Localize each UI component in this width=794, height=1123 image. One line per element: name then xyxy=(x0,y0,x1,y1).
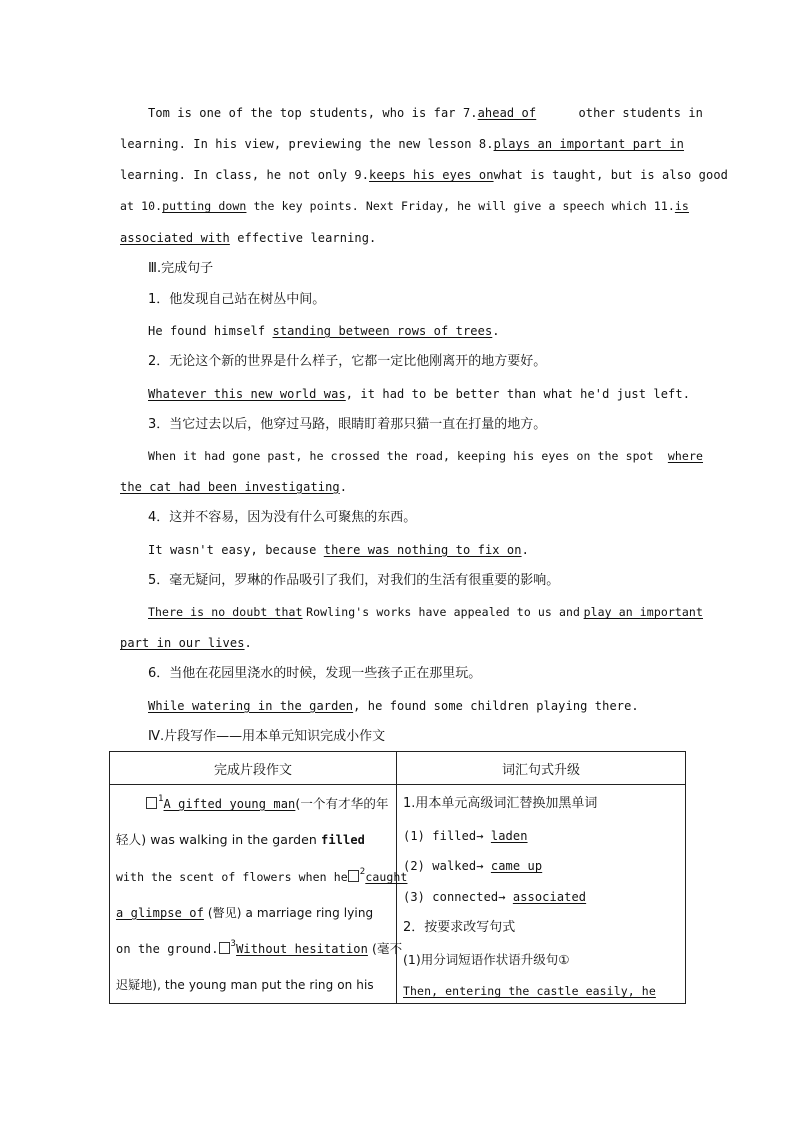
left-line-4: a glimpse of (瞥见) a marriage ring lying xyxy=(116,906,374,920)
s3-item3-en-cont: the cat had been investigating. xyxy=(120,480,348,494)
left-line-5: on the ground. $^3$Without hesitation (毫不 xyxy=(116,939,403,956)
blank-box-icon xyxy=(146,797,157,809)
section3-heading: Ⅲ.完成句子 xyxy=(148,261,214,276)
s3-item4-cn: 4．这并不容易，因为没有什么可聚焦的东西。 xyxy=(148,510,417,525)
right-last-line: Then, entering the castle easily, he xyxy=(403,984,656,998)
s3-item6-en: While watering in the garden, he found some children playing there. xyxy=(148,699,639,713)
col2-header: 词汇句式升级 xyxy=(397,752,686,785)
s3-item2-en: Whatever this new world was, it had to be better than what he'd just left. xyxy=(148,387,691,401)
s3-item1-cn: 1．他发现自己站在树丛中间。 xyxy=(148,292,326,307)
answer-8: plays an important part in xyxy=(493,137,685,151)
left-line-6: 迟疑地), the young man put the ring on his xyxy=(116,978,374,992)
right-item-2: (2) walked→ came up xyxy=(403,859,543,873)
s3-item6-cn: 6．当他在花园里浇水的时候，发现一些孩子正在那里玩。 xyxy=(148,666,482,681)
right-cell xyxy=(397,785,686,1004)
left-line-2: 轻人) was walking in the garden filled xyxy=(116,832,365,847)
blank-box-icon xyxy=(219,942,230,954)
writing-table xyxy=(109,751,686,1004)
passage-line-2: learning. In his view, previewing the new lesson 8. plays an important part in xyxy=(120,137,685,151)
right-heading-3: (1)用分词短语作状语升级句① xyxy=(403,952,570,967)
s3-item3-en: When it had gone past, he crossed the road, keeping his eyes on the spot where xyxy=(148,449,703,463)
right-item-3: (3) connected→ associated xyxy=(403,890,587,904)
bold-word-filled: filled xyxy=(321,833,365,847)
answer-10: putting down xyxy=(162,199,247,213)
right-item-1: (1) filled→ laden xyxy=(403,829,528,843)
answer-11a: is xyxy=(674,199,689,213)
passage-line-5: associated with effective learning. xyxy=(120,231,377,245)
left-line-3: with the scent of flowers when he $^2$caught xyxy=(116,867,408,884)
s3-item4-en: It wasn't easy, because there was nothing to fix on. xyxy=(148,543,529,557)
answer-9: keeps his eyes on xyxy=(369,168,494,182)
s3-item1-en: He found himself standing between rows of trees. xyxy=(148,324,500,338)
s3-item5-cn: 5．毫无疑问，罗琳的作品吸引了我们，对我们的生活有很重要的影响。 xyxy=(148,573,560,588)
answer-7: ahead of xyxy=(477,106,537,120)
s3-item3-cn: 3．当它过去以后，他穿过马路，眼睛盯着那只猫一直在打量的地方。 xyxy=(148,417,547,432)
left-line-1: $^1$A gifted young man(一个有才华的年 xyxy=(116,795,392,813)
s3-item5-en: There is no doubt that Rowling's works have appealed to us and play an important xyxy=(148,605,703,619)
right-heading-2: 2．按要求改写句式 xyxy=(403,920,516,935)
right-heading-1: 1.用本单元高级词汇替换加黑单词 xyxy=(403,796,598,811)
section4-heading: Ⅳ.片段写作——用本单元知识完成小作文 xyxy=(148,729,386,744)
s3-item5-en-cont: part in our lives. xyxy=(120,636,252,650)
answer-11b: associated with xyxy=(120,231,230,245)
left-cell xyxy=(110,785,408,1004)
col1-header: 完成片段作文 xyxy=(110,752,397,785)
passage-line-3: learning. In class, he not only 9.keeps his eyes on what is taught, but is also good xyxy=(120,168,728,182)
s3-item2-cn: 2．无论这个新的世界是什么样子，它都一定比他刚离开的地方要好。 xyxy=(148,354,547,369)
blank-box-icon xyxy=(348,870,359,882)
passage-line-4: at 10.putting down the key points. Next Friday, he will give a speech which 11.is xyxy=(120,199,689,213)
passage-line-1: Tom is one of the top students, who is far 7.ahead of other students in xyxy=(148,106,703,120)
